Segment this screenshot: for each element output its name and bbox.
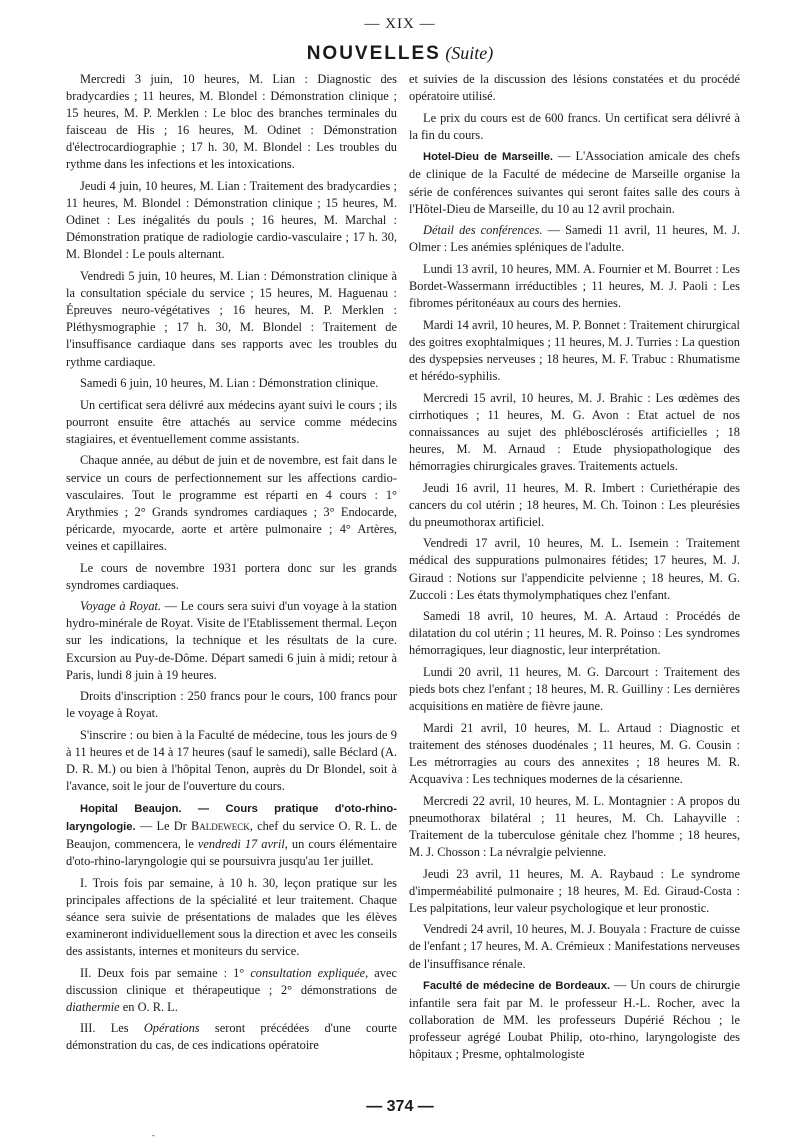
left-column [66, 71, 397, 1059]
beaujon-item-iii [66, 1020, 397, 1054]
paragraph: Mardi 14 avril, 10 heures, M. P. Bonnet : Traitement chirurgical des goitres exophtalmiques ; 11 heures, M. J. Turries : La question des dyspepsies nerveuses ; 18 heures, M. F. Trabuc : Rhumatisme et hérédo-syphilis. [409, 317, 740, 383]
paragraph: Vendredi 17 avril, 10 heures, M. L. Isemein : Traitement médical des suppurations pulmonaires fétides; 17 heures, M. J. Giraud : Notions sur l'appendicite pelvienne ; 18 heures, M. G. Zuccoli : Les états thymolymphatiques chez l'enfant. [409, 536, 740, 602]
item-text: , avec discussion clinique et thérapeutique ; 2° démonstrations de [66, 965, 397, 997]
paragraph: Samedi 18 avril, 10 heures, M. A. Artaud : Procédés de dilatation du col utérin ; 11 heures, M. R. Poinso : Les syndromes hémorragiques, leur diagnostic, leur interprétation. [409, 609, 740, 658]
title-suffix: (Suite) [445, 43, 494, 63]
voyage-label: Voyage à Royat. [80, 599, 162, 614]
right-column [409, 71, 740, 1068]
bordeaux-heading: Faculté de médecine de Bordeaux. [423, 980, 611, 993]
voyage-text: — Le cours sera suivi d'un voyage à la station hydro-minérale de Royat. Visite de l'Etablissement thermal. Leçon sur les indications, la technique et les résultats de la cure. Excursion au Puy-de-Dôme. Départ samedi 6 juin à midi; retour à Paris, lundi 8 juin à 19 heures. [66, 599, 397, 682]
item-text: seront précédées d'une courte démonstration du cas, de ces indications opératoire [66, 1021, 397, 1053]
beaujon-paragraph [66, 800, 397, 870]
marseille-detail [409, 222, 740, 256]
item-emphasis: Opérations [143, 1021, 200, 1036]
page-number: — 374 — [366, 1098, 434, 1115]
paragraph: Lundi 20 avril, 11 heures, M. G. Darcourt : Traitement des pieds bots chez l'enfant ; 18 heures, M. R. Guilliny : Les dernières acquisitions en matière de fièvre jaune. [409, 665, 740, 714]
item-text: II. Deux fois par semaine : 1° [80, 965, 251, 980]
section-title [0, 43, 800, 65]
beaujon-text: — Le Dr [135, 818, 192, 833]
beaujon-item-ii [66, 965, 397, 1016]
paragraph: Lundi 13 avril, 10 heures, MM. A. Fournier et M. Bourret : Les Bordet-Wassermann irréductibles ; 11 heures, M. J. Paoli : Les fibromes péritonéaux au cours des hernies. [409, 261, 740, 311]
paragraph: Vendredi 5 juin, 10 heures, M. Lian : Démonstration clinique à la consultation spéciale du service ; 15 heures, M. Haguenau : Épreuves neuro-végétatives ; 16 heures, M. P. Merklen : Pléthysmographie ; 17 h. 30, M. Blondel : Traitement de l'insuffisance cardiaque dans ses rapports avec les troubles du rythme cardiaque. [66, 269, 397, 369]
roman-page-number: — XIX — [364, 16, 436, 32]
title-main: NOUVELLES [306, 43, 441, 64]
paragraph: Jeudi 16 avril, 11 heures, M. R. Imbert : Curiethérapie des cancers du col utérin ; 18 heures, M. Ch. Toinon : Les pleurésies du pneumothorax artificiel. [409, 480, 740, 529]
marseille-text: — L'Association amicale des chefs de clinique de la Faculté de médecine de Marseille organise la série de conférences suivantes qui seront faites salle des cours à l'Hôtel-Dieu de Marseille, du 10 au 12 avril prochain. [409, 149, 740, 216]
beaujon-item-i: I. Trois fois par semaine, à 10 h. 30, leçon pratique sur les principales affections de la spécialité et leur traitement. Chaque séance sera suivie de présentations de malades que les élèves examineront individuellement sous la direction et avec les conseils des assistants, internes et moniteurs du service. [66, 875, 398, 958]
paragraph: Mardi 21 avril, 10 heures, M. L. Artaud : Diagnostic et traitement des sténoses duodénales ; 11 heures, M. G. Cousin : Les métrorragies au cours des annexites ; 18 heures M. R. Acquaviva : Les techniques modernes de la césarienne. [409, 720, 740, 787]
paragraph: Mercredi 22 avril, 10 heures, M. L. Montagnier : A propos du pneumothorax bilatéral ; 11 heures, M. Ch. Lahayville : Traitement de la tuberculose génitale chez l'homme ; 18 heures, M. J. Chosson : La névralgie pelvienne. [409, 793, 740, 859]
item-emphasis: consultation expliquée [250, 965, 366, 980]
item-emphasis: diathermie [66, 999, 120, 1014]
paragraph: Jeudi 4 juin, 10 heures, M. Lian : Traitement des bradycardies ; 11 heures, M. Blondel : Démonstration clinique ; 15 heures, M. Odinet : Les inégalités du pouls ; 16 heures, M. Marchal : Démonstration pratique de radiologie cardio-vasculaire ; 17 h. 30, M. Blondel : Le pouls alternant. [66, 179, 397, 262]
bordeaux-text: — Un cours de chirurgie infantile sera fait par M. le professeur H.-L. Rocher, avec la collaboration de MM. les professeurs Dupérié Réchou ; le professeur agrégé Loubat Philip, oto-rhino, laryngologiste des hôpitaux ; Presme, ophtalmologiste [409, 978, 741, 1062]
detail-label: Détail des conférences. [423, 223, 543, 238]
paragraph: Chaque année, au début de juin et de novembre, est fait dans le service un cours de perfectionnement sur les affections cardio-vasculaires. Tout le programme est réparti en 4 cours : 1° Arythmies ; 2° Grands syndromes cardiaques ; 3° Endocarde, péricarde, myocarde, aorte et artère pulmonaire ; 4° Artères, veines et capillaires. [66, 453, 397, 553]
paragraph: Jeudi 23 avril, 11 heures, M. A. Raybaud : Le syndrome d'imperméabilité pulmonaire ; 18 heures, M. Ed. Giraud-Costa : Les palpitations, leur valeur psychologique et leur pronostic. [409, 866, 740, 915]
paragraph: et suivies de la discussion des lésions constatées et du procédé opératoire utilisé. [409, 72, 740, 104]
registration-paragraph: S'inscrire : ou bien à la Faculté de médecine, tous les jours de 9 à 11 heures et de 14 à 17 heures (sauf le samedi), salle Béclard (A. D. R. M.) ou bien à l'hôpital Tenon, auprès du Dr Blondel, soit à l'avance, soit le jour de l'ouverture du cours. [66, 727, 397, 794]
item-text: III. Les [80, 1021, 144, 1036]
beaujon-heading: Hopital Beaujon. — Cours pratique d'oto-rhino-laryngologie. [66, 802, 397, 833]
bordeaux-paragraph [409, 977, 740, 1063]
detail-text: — Samedi 11 avril, 11 heures, M. J. Olmer : Les anémies spléniques de l'adulte. [409, 223, 740, 255]
paragraph: Vendredi 24 avril, 10 heures, M. J. Bouyala : Fracture de cuisse de l'enfant ; 17 heures, M. A. Crémieux : Manifestations nerveuses de l'insuffisance rénale. [409, 922, 740, 971]
beaujon-text: , un cours élémentaire d'oto-rhino-laryngologie qui se poursuivra jusqu'au 1er juillet. [66, 836, 398, 869]
paragraph: Le cours de novembre 1931 portera donc sur les grands syndromes cardiaques. [66, 560, 397, 592]
beaujon-text: , chef du service O. R. L. de Beaujon, commencera, le [66, 818, 397, 851]
item-text: en O. R. L. [119, 999, 178, 1014]
beaujon-date: vendredi 17 avril [197, 836, 285, 851]
paragraph: Mercredi 15 avril, 10 heures, M. J. Brahic : Les œdèmes des cirrhotiques ; 11 heures, M. G. Avon : Etat actuel de nos connaissances au sujet des phlébosclérosés artificielles ; 18 heures, M. M. Arnaud : Etude physiopathologique des hémorragies chirurgicales graves. Traitements actuels. [409, 390, 740, 473]
fees-paragraph: Droits d'inscription : 250 francs pour le cours, 100 francs pour le voyage à Royat. [66, 689, 397, 721]
marseille-paragraph [409, 148, 740, 217]
marseille-heading: Hotel-Dieu de Marseille. [423, 151, 554, 164]
voyage-paragraph [66, 598, 397, 683]
footer-mark: - [152, 1131, 155, 1140]
beaujon-name: Baldeweck [191, 818, 250, 833]
paragraph: Samedi 6 juin, 10 heures, M. Lian : Démonstration clinique. [80, 376, 379, 391]
paragraph: Un certificat sera délivré aux médecins ayant suivi le cours ; ils pourront ensuite être attachés au service comme médecins stagiaires, et éventuellement comme assistants. [66, 397, 397, 446]
paragraph: Mercredi 3 juin, 10 heures, M. Lian : Diagnostic des bradycardies ; 11 heures, M. Blondel : Démonstration clinique ; 15 heures, M. P. Merklen : Le bloc des branches terminales du faisceau de His ; 16 heures, M. Odinet : Démonstration d'électrocardiographie ; 17 h. 30, M. Blondel : Les troubles du rythme dans les infections et les intoxications. [66, 72, 397, 172]
paragraph: Le prix du cours est de 600 francs. Un certificat sera délivré à la fin du cours. [409, 110, 740, 142]
